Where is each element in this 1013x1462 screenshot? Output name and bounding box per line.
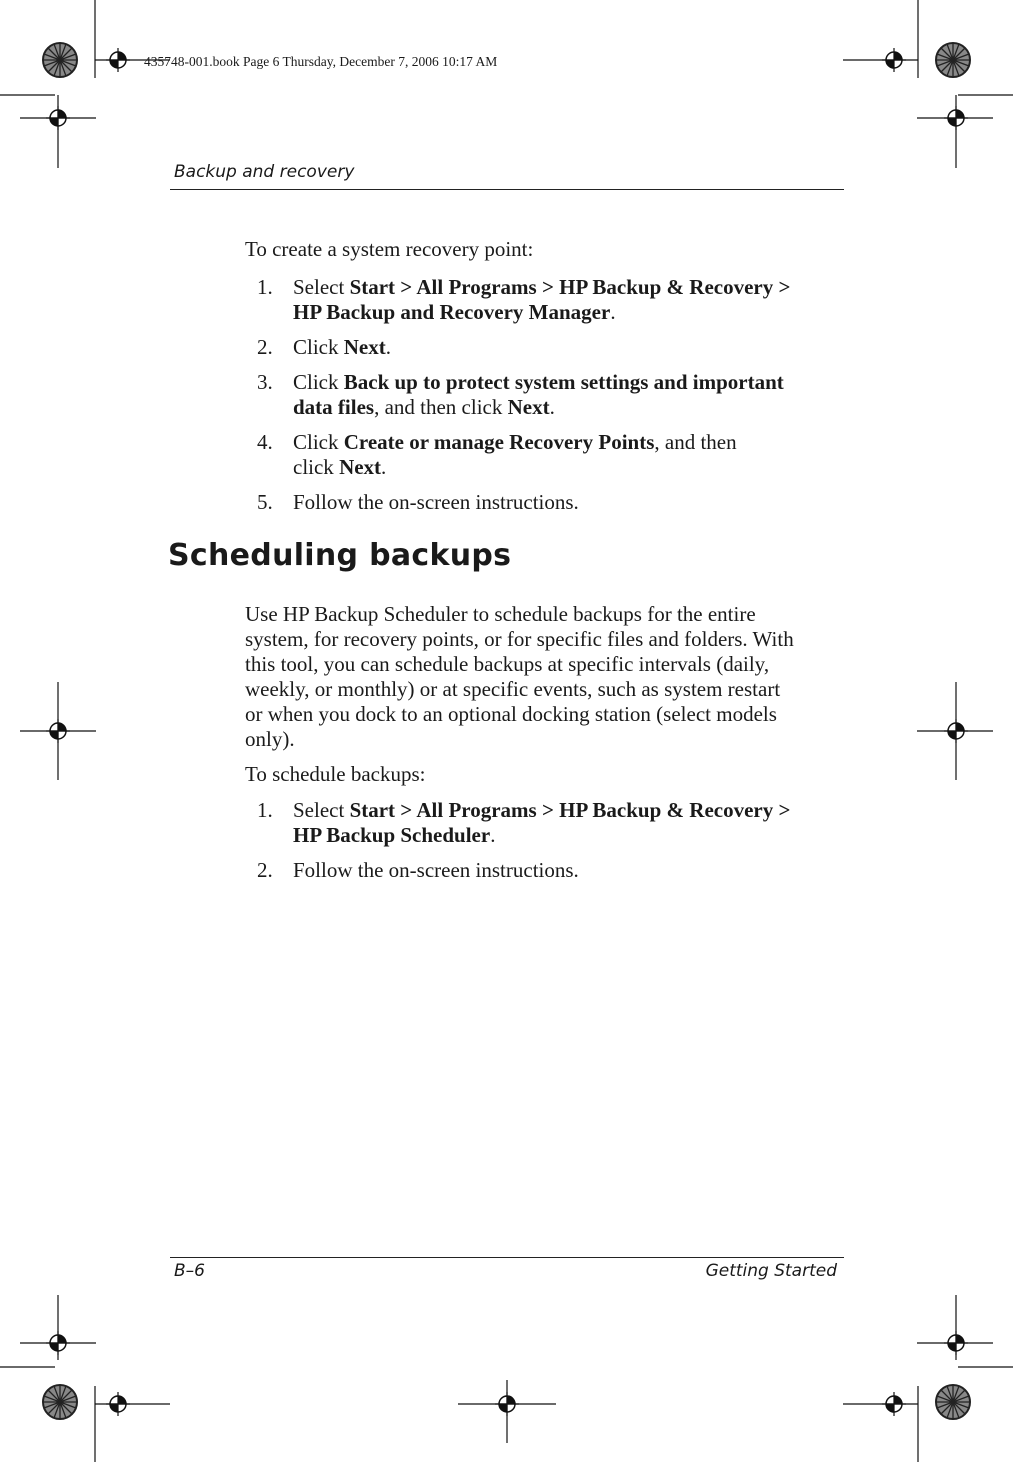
page-number: B–6 (174, 1261, 205, 1281)
step-3 (257, 370, 784, 420)
paragraph-line: Use HP Backup Scheduler to schedule backups for the entire (245, 602, 756, 626)
book-info-slug: 435748-001.book Page 6 Thursday, December 7, 2006 10:17 AM (144, 54, 498, 69)
step-text: Click (293, 430, 344, 454)
schedule-step-2 (257, 858, 579, 883)
step-1 (257, 275, 790, 325)
step-5 (257, 490, 579, 515)
step-text: Follow the on-screen instructions. (293, 490, 579, 514)
intro-schedule-backups: To schedule backups: (245, 762, 426, 786)
running-header: Backup and recovery (174, 162, 355, 182)
next-label: Next (339, 455, 382, 479)
step-4 (257, 430, 737, 480)
schedule-step-1 (257, 798, 790, 848)
book-title: Getting Started (705, 1261, 837, 1281)
step-2 (257, 335, 391, 360)
step-text: Click (293, 335, 344, 359)
footer-rule (170, 1257, 844, 1258)
step-text: Select (293, 798, 350, 822)
step-number: 2. (257, 335, 273, 359)
scheduler-paragraph (245, 602, 794, 752)
paragraph-line: weekly, or monthly) or at specific events, such as system restart (245, 677, 781, 701)
step-text: . (490, 823, 496, 847)
step-text: , and then click (374, 395, 508, 419)
step-text: Select (293, 275, 350, 299)
menu-item: HP Backup Scheduler (293, 823, 491, 847)
step-text: , and then (654, 430, 737, 454)
paragraph-line: this tool, you can schedule backups at specific intervals (daily, (245, 652, 770, 676)
option-label: Back up to protect system settings and important (343, 370, 784, 394)
section-heading: Scheduling backups (168, 538, 512, 573)
step-number: 3. (257, 370, 273, 394)
step-text: Follow the on-screen instructions. (293, 858, 579, 882)
step-number: 5. (257, 490, 273, 514)
menu-path: Start > All Programs > HP Backup & Recovery > (349, 798, 791, 822)
next-label: Next (507, 395, 550, 419)
step-text: Click (293, 370, 344, 394)
step-text: . (549, 395, 555, 419)
step-number: 1. (257, 275, 273, 299)
step-text: click (293, 455, 340, 479)
paragraph-line: system, for recovery points, or for specific files and folders. With (245, 627, 794, 651)
header-rule (170, 189, 844, 190)
option-label: Create or manage Recovery Points (343, 430, 655, 454)
paragraph-line: only). (245, 727, 295, 751)
next-label: Next (343, 335, 386, 359)
menu-item: HP Backup and Recovery Manager (293, 300, 611, 324)
step-text: . (381, 455, 387, 479)
option-label: data files (293, 395, 375, 419)
paragraph-line: or when you dock to an optional docking station (select models (245, 702, 777, 726)
step-text: . (385, 335, 391, 359)
menu-path: Start > All Programs > HP Backup & Recovery > (349, 275, 791, 299)
step-number: 2. (257, 858, 273, 882)
intro-recovery-point: To create a system recovery point: (245, 237, 534, 261)
step-number: 1. (257, 798, 273, 822)
step-text: . (610, 300, 616, 324)
step-number: 4. (257, 430, 273, 454)
